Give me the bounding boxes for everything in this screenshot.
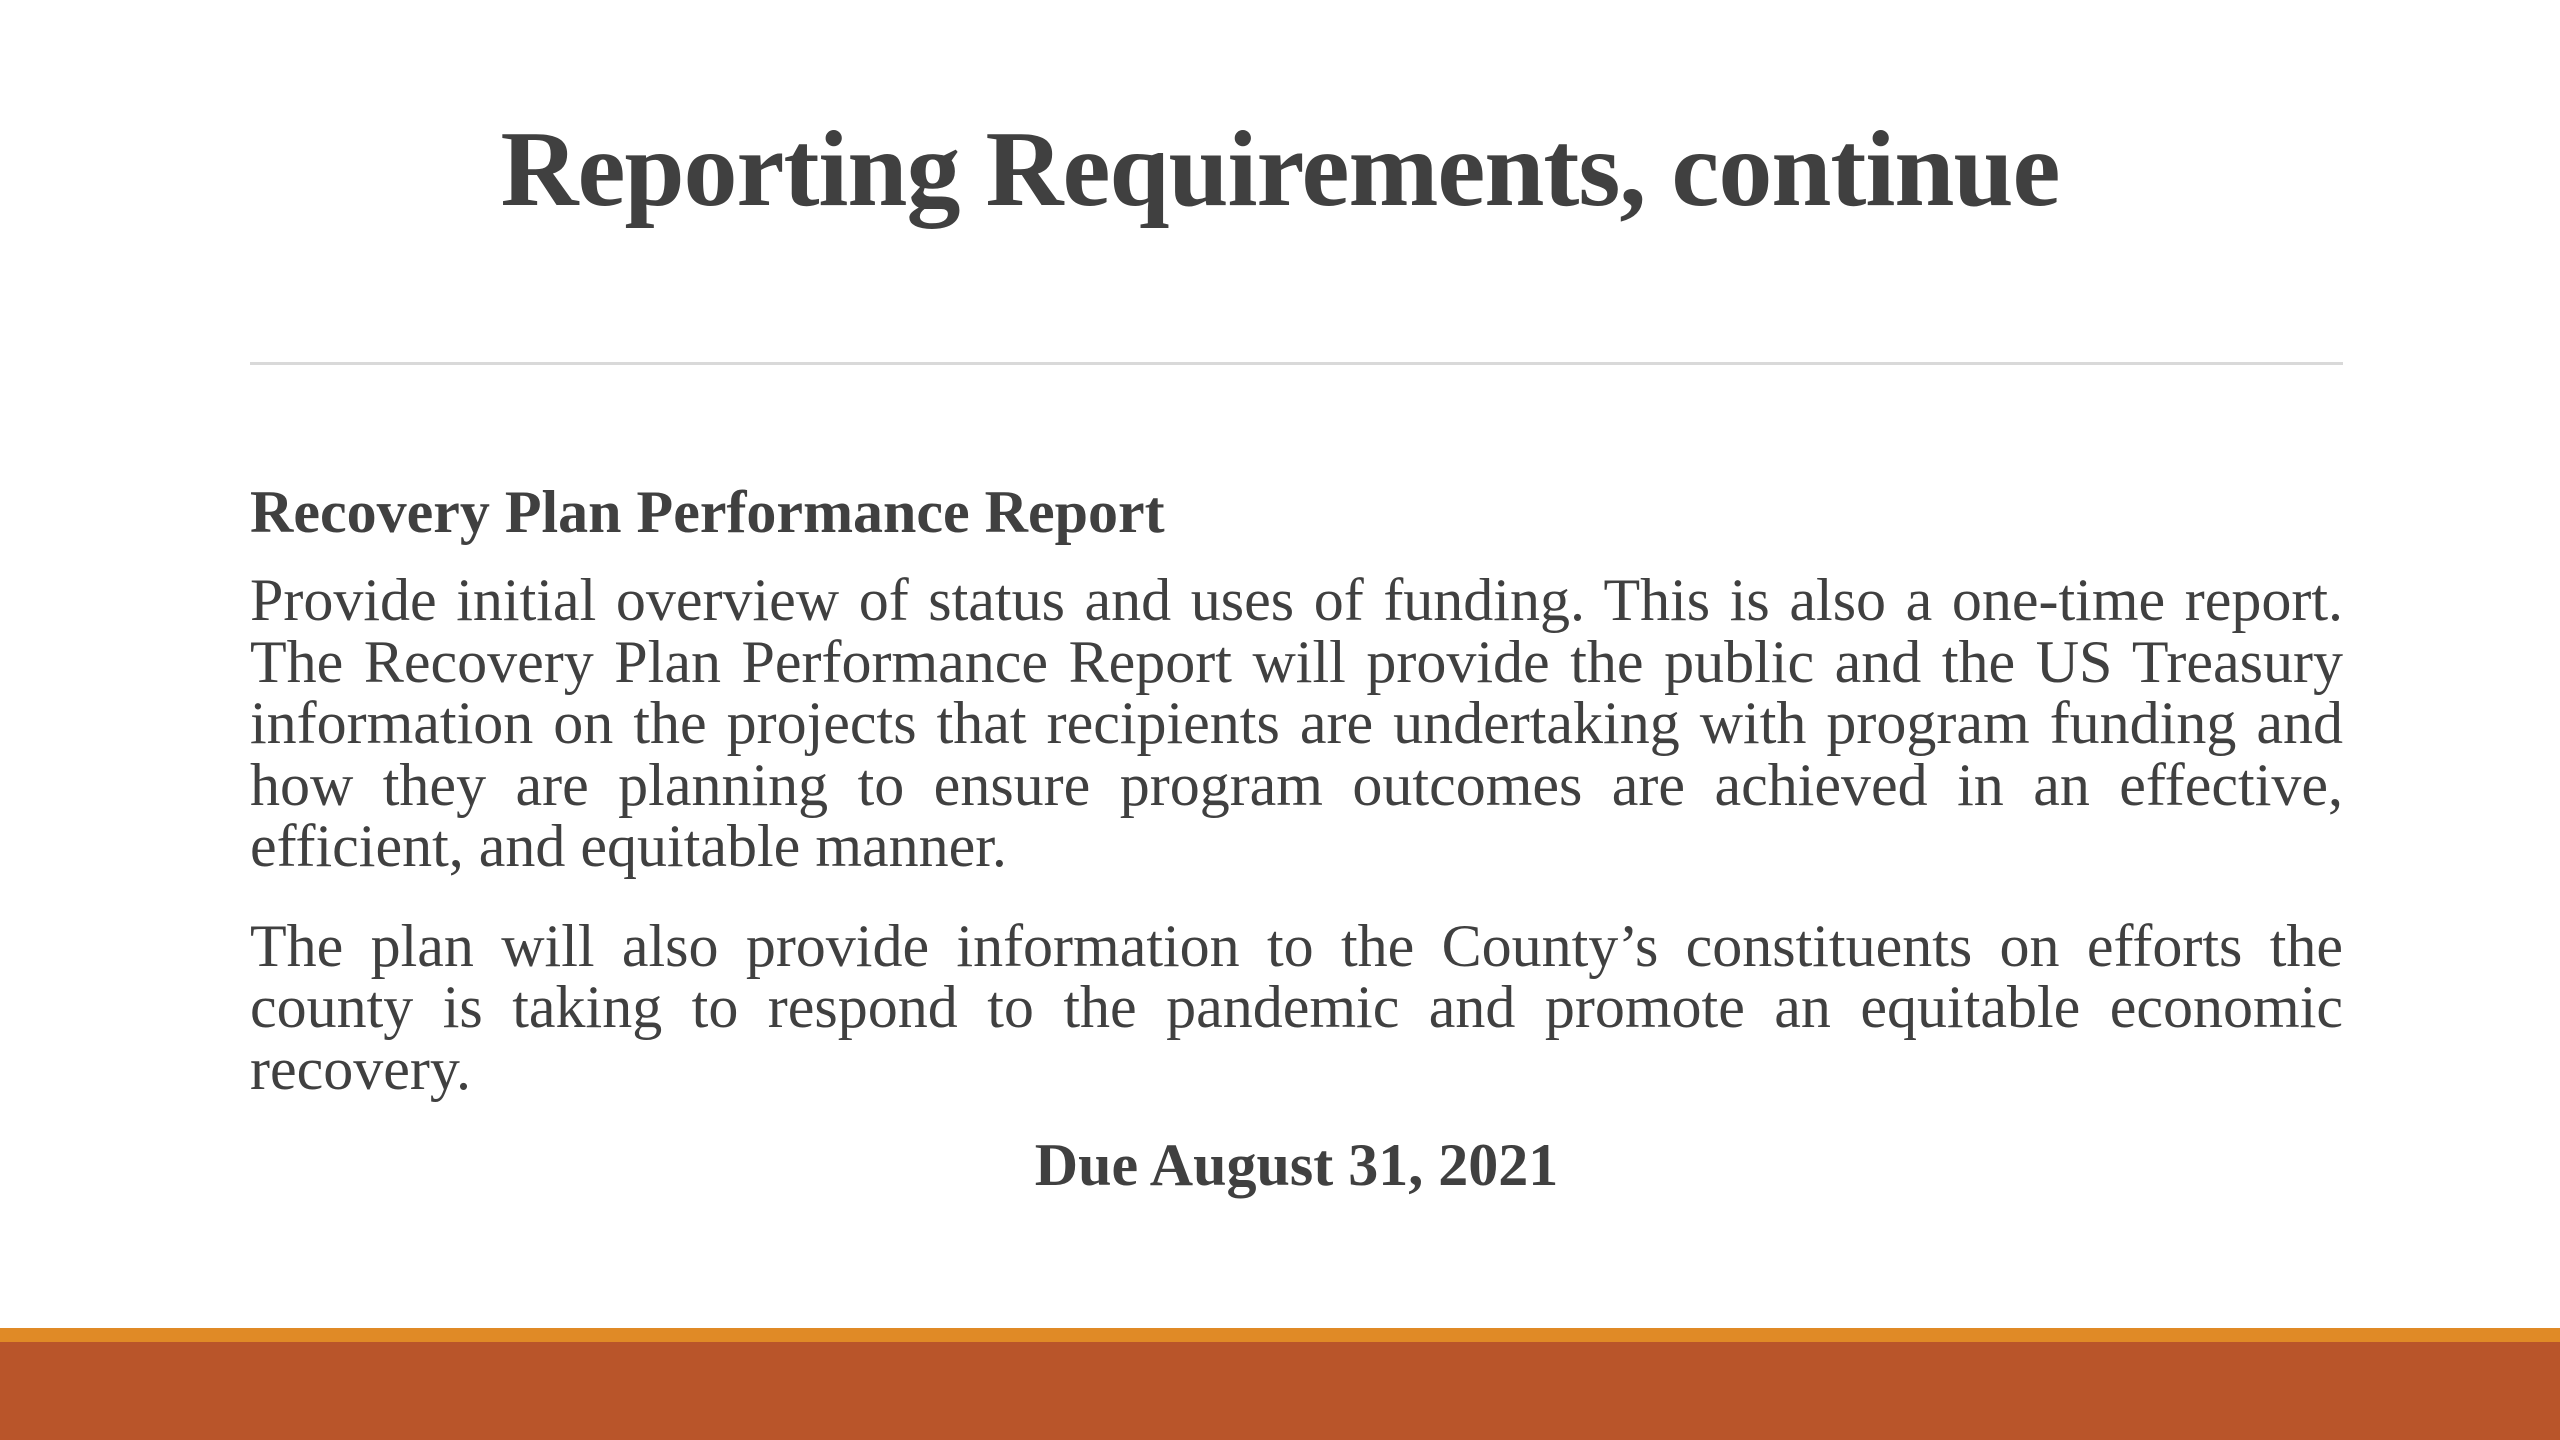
footer-band [0,1328,2560,1440]
footer-stripe [0,1328,2560,1342]
slide-body [250,472,2343,1205]
body-paragraph-constituents: The plan will also provide information to the County’s constituents on efforts the county is taking to respond to the pandemic and promote an equitable economic recovery. [250,912,2343,1102]
body-paragraph-overview: Provide initial overview of status and uses of funding. This is also a one-time report. The Recovery Plan Performance Report will provide the public and the US Treasury information on the projects that recipients are undertaking with program funding and how they are planning to ensure program outcomes are achieved in an effective, efficient, and equitable manner. [250,567,2343,879]
title-divider [250,362,2343,365]
section-heading: Recovery Plan Performance Report [250,479,1165,545]
slide-title: Reporting Requirements, continue [500,110,2060,229]
due-date: Due August 31, 2021 [1034,1132,1559,1198]
